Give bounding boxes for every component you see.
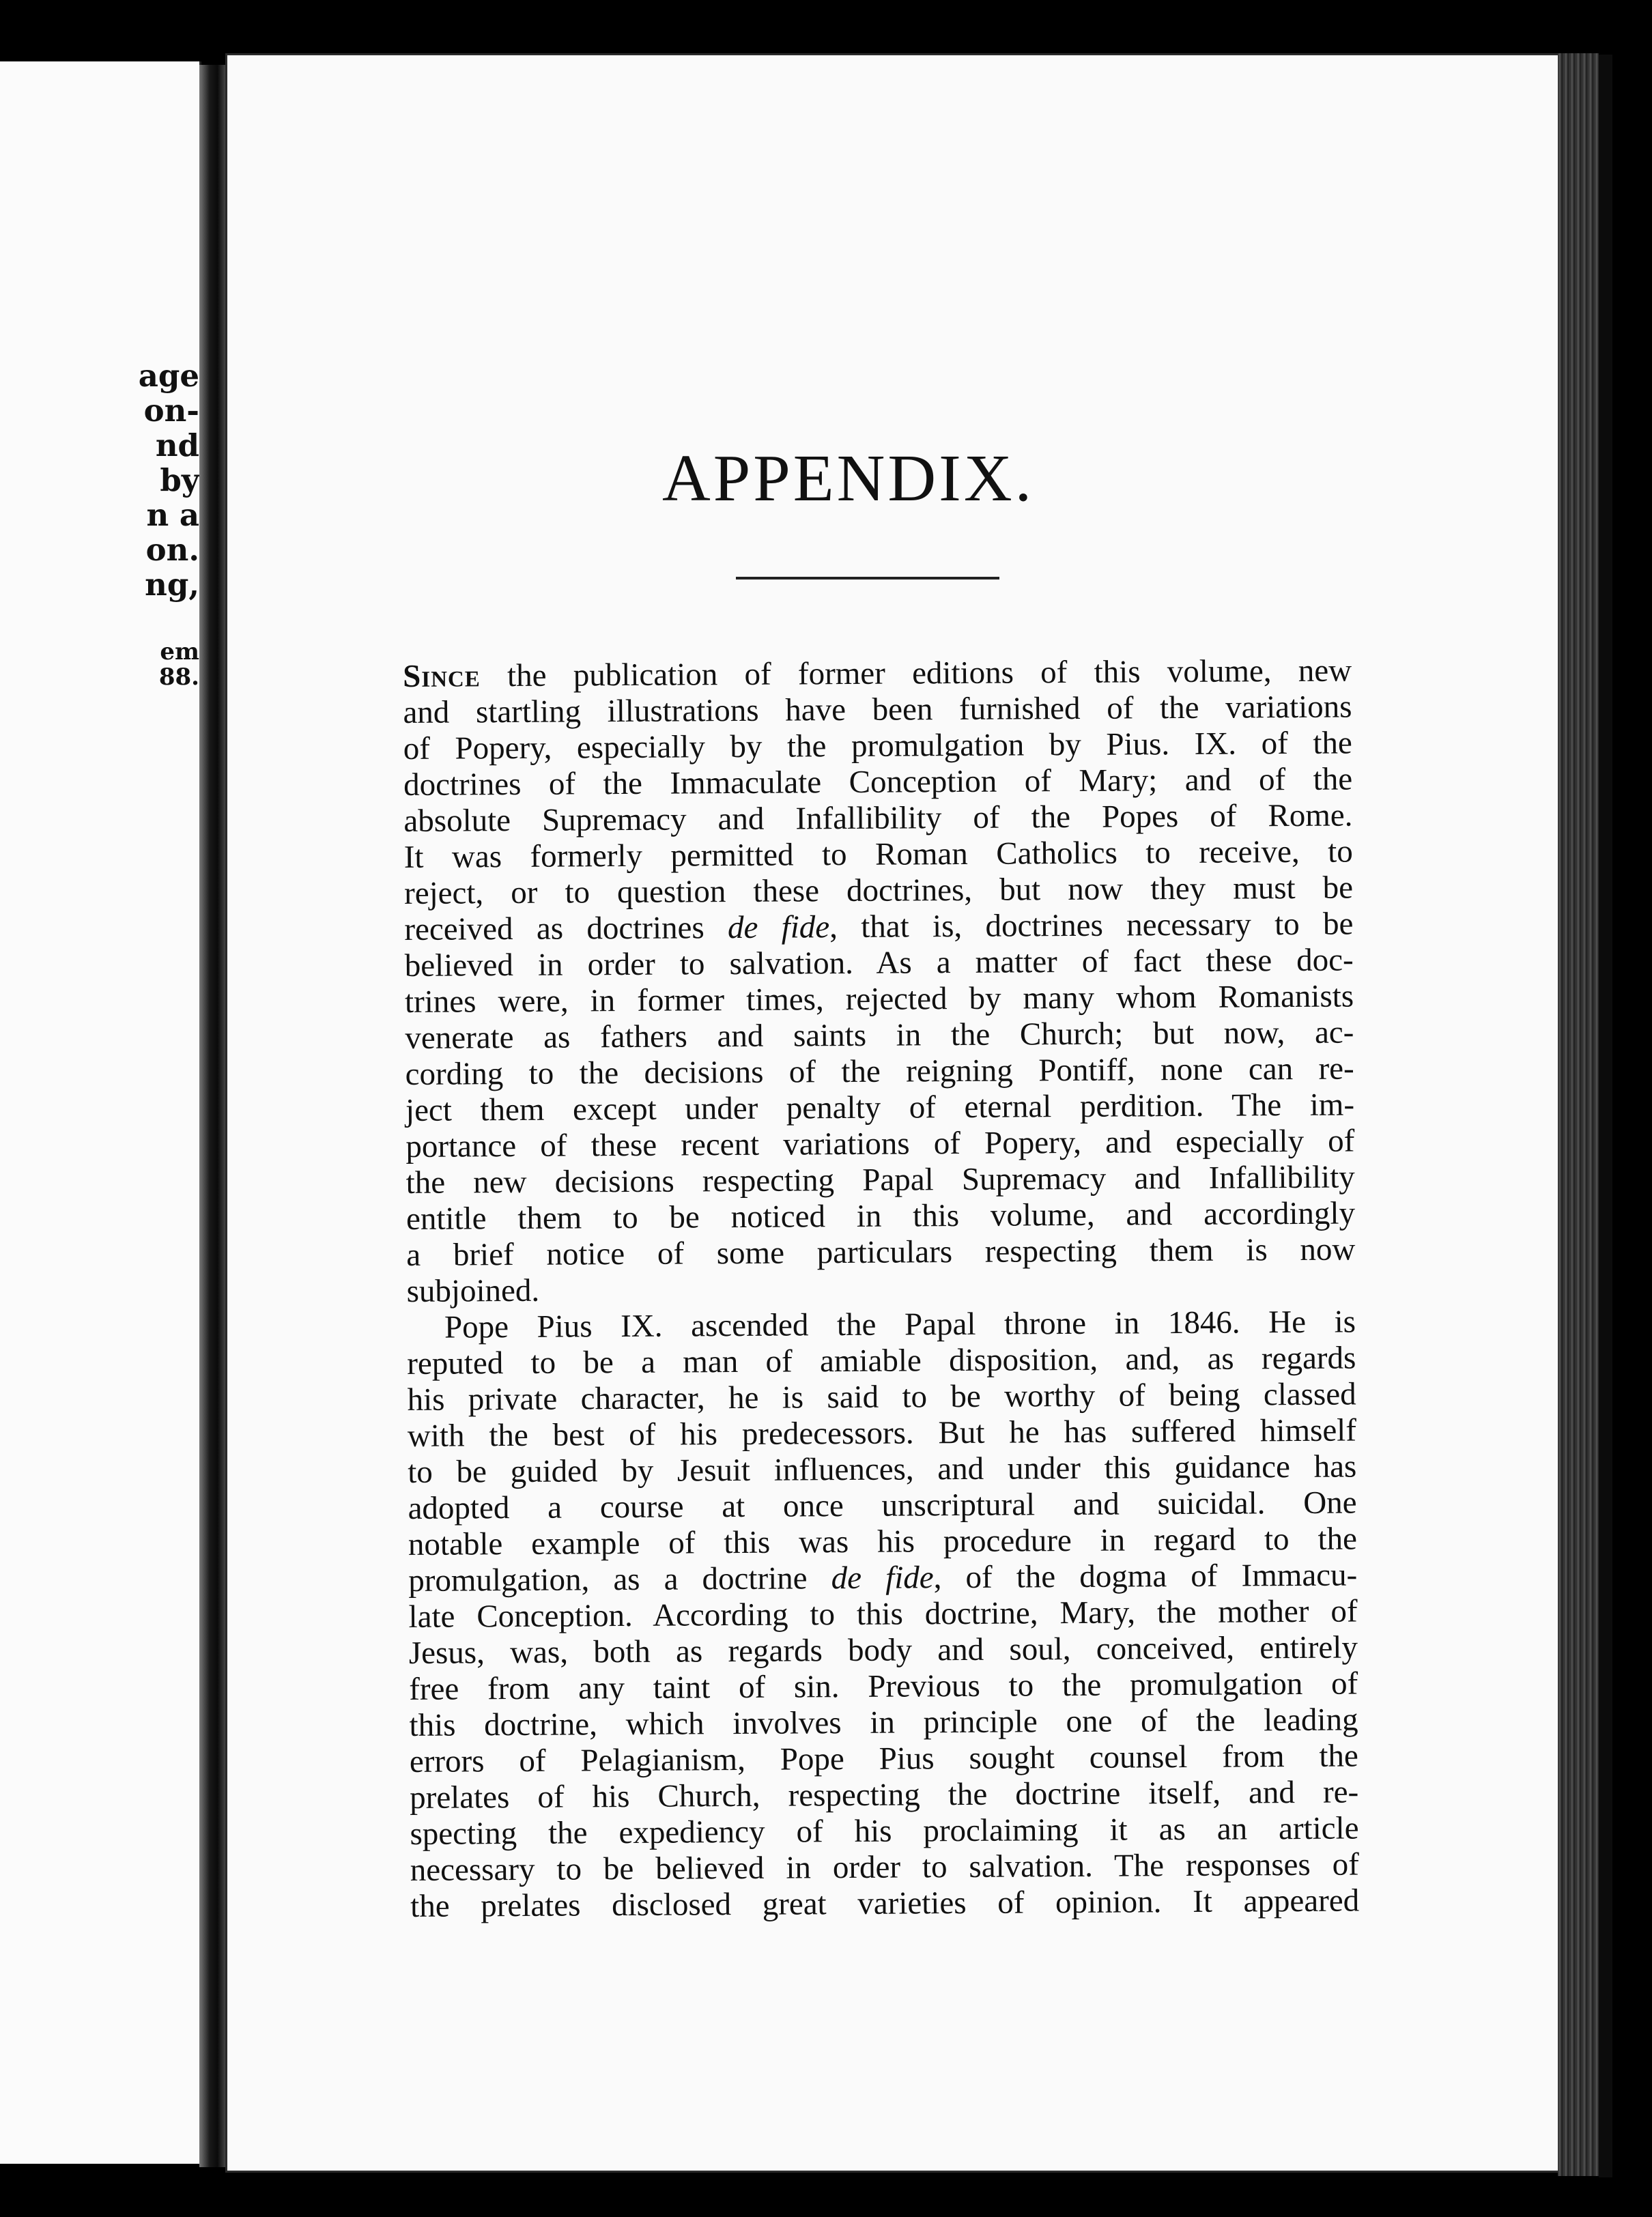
title-rule [736, 577, 999, 580]
text-line: a brief notice of some particulars respecting them is now [406, 1231, 1356, 1273]
left-footnote-fragment: 88. [158, 663, 199, 691]
text-line: his private character, he is said to be worthy of being classed [407, 1376, 1356, 1418]
left-facing-page [0, 61, 201, 2164]
text-line: this doctrine, which involves in principle one of the leading [409, 1702, 1358, 1743]
italic-term: de fide [831, 1560, 934, 1597]
text-line: late Conception. According to this doctrine, Mary, the mother of [408, 1593, 1358, 1635]
text-span: promulgation, as a doctrine [408, 1560, 831, 1599]
text-line: It was formerly permitted to Roman Catholics to receive, to [403, 833, 1353, 875]
page-edges [1558, 53, 1599, 2176]
text-line: ject them except under penalty of eternal perdition. The im- [405, 1087, 1355, 1128]
text-line: to be guided by Jesuit influences, and under this guidance has [408, 1448, 1357, 1490]
text-span: received as doctrines [404, 910, 728, 947]
text-line: reputed to be a man of amiable disposition, and, as regards [407, 1340, 1356, 1382]
text-line: venerate as fathers and saints in the Church; but now, ac- [405, 1014, 1354, 1056]
text-line: subjoined. [406, 1272, 540, 1309]
text-line: trines were, in former times, rejected by many whom Romanists [404, 978, 1354, 1020]
left-fragment: nd [155, 427, 199, 463]
left-fragment: by [160, 462, 199, 498]
left-fragment: on. [145, 532, 199, 568]
text-line: necessary to be believed in order to salvation. The responses of [410, 1846, 1359, 1888]
text-line: of Popery, especially by the promulgation by Pius. IX. of the [403, 725, 1352, 767]
text-line: Jesus, was, both as regards body and soul, conceived, entirely [408, 1629, 1358, 1671]
text-line: notable example of this was his procedure in regard to the [408, 1521, 1358, 1562]
text-line: believed in order to salvation. As a matter of fact these doc- [404, 942, 1354, 984]
text-line [408, 1557, 1357, 1599]
text-line: prelates of his Church, respecting the doctrine itself, and re- [410, 1774, 1359, 1816]
italic-term: de fide [727, 909, 830, 946]
text-line: Pope Pius IX. ascended the Papal throne in 1846. He is [444, 1304, 1356, 1345]
text-line: and startling illustrations have been furnished of the variations [403, 689, 1352, 730]
page-title: APPENDIX. [662, 442, 1035, 515]
text-line: reject, or to question these doctrines, but now they must be [403, 870, 1354, 911]
text-line: the prelates disclosed great varieties of opinion. It appeared [410, 1883, 1360, 1924]
left-footnote-fragment: em [160, 638, 199, 666]
book-gutter [199, 65, 225, 2167]
text-line: entitle them to be noticed in this volume, and accordingly [405, 1195, 1356, 1237]
text-span: , of the dogma of Immacu- [933, 1557, 1358, 1596]
text-line [403, 653, 1352, 695]
text-line: the new decisions respecting Papal Supremacy and Infallibility [405, 1159, 1355, 1201]
left-page-text-fragments [117, 358, 199, 690]
page-body [403, 653, 1359, 1925]
text-line: with the best of his predecessors. But he has suffered himself [407, 1412, 1357, 1454]
page-edge-shadow [1599, 55, 1612, 2177]
text-line: free from any taint of sin. Previous to the promulgation of [409, 1665, 1358, 1707]
text-line: specting the expediency of his proclaiming it as an article [410, 1810, 1359, 1852]
text-line: adopted a course at once unscriptural and suicidal. One [408, 1485, 1357, 1526]
text-span: the publication of former editions of this volume, new [480, 653, 1352, 694]
text-span: , that is, doctrines necessary to be [829, 906, 1354, 945]
text-line: errors of Pelagianism, Pope Pius sought counsel from the [409, 1738, 1359, 1779]
drop-lead-word: Since [403, 658, 481, 694]
left-fragment: on- [143, 392, 199, 429]
left-fragment: n a [146, 497, 199, 533]
text-line [404, 906, 1353, 948]
text-line: absolute Supremacy and Infallibility of the Popes of Rome. [403, 797, 1353, 839]
text-line: doctrines of the Immaculate Conception of Mary; and of the [403, 761, 1353, 803]
text-line: portance of these recent variations of Popery, and especially of [405, 1123, 1355, 1164]
left-fragment: age [138, 358, 199, 394]
text-line: cording to the decisions of the reigning Pontiff, none can re- [405, 1050, 1354, 1092]
left-fragment: ng, [145, 567, 199, 603]
